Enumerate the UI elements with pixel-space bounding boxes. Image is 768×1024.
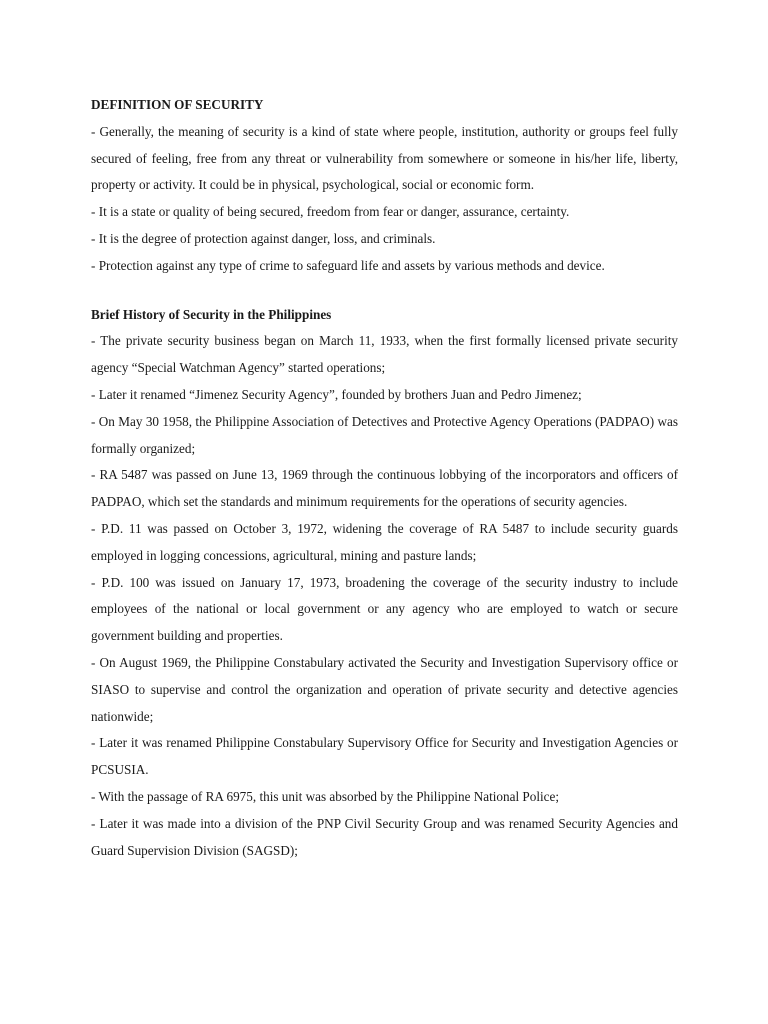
definition-paragraph: - Protection against any type of crime to safeguard life and assets by various methods and device.: [91, 257, 605, 273]
history-heading: Brief History of Security in the Philippines: [91, 306, 332, 322]
definition-heading: DEFINITION OF SECURITY: [91, 97, 264, 112]
definition-paragraph: - It is the degree of protection against danger, loss, and criminals.: [91, 230, 436, 246]
history-paragraph: - P.D. 11 was passed on October 3, 1972, widening the coverage of RA 5487 to include security guards employed in logging concessions, agricultural, mining and pasture lands;: [91, 520, 678, 563]
section-spacer: [91, 280, 678, 302]
document-body: [91, 92, 678, 864]
history-paragraph: - On August 1969, the Philippine Constabulary activated the Security and Investigation Supervisory office or SIASO to supervise and control the organization and operation of private security and detective agencies nationwide;: [91, 654, 678, 724]
history-paragraph: - Later it was renamed Philippine Constabulary Supervisory Office for Security and Investigation Agencies or PCSUSIA.: [91, 735, 678, 778]
history-paragraph: - Later it renamed “Jimenez Security Agency”, founded by brothers Juan and Pedro Jimenez;: [91, 386, 582, 402]
history-paragraph: - P.D. 100 was issued on January 17, 1973, broadening the coverage of the security industry to include employees of the national or local government or any agency who are employed to watch or secure government building and properties.: [91, 574, 678, 644]
definition-paragraph: - Generally, the meaning of security is a kind of state where people, institution, authority or groups feel fully secured of feeling, free from any threat or vulnerability from somewhere or someone in his/her life, liberty, property or activity. It could be in physical, psychological, social or economic form.: [91, 123, 678, 193]
history-paragraph: - The private security business began on March 11, 1933, when the first formally licensed private security agency “Special Watchman Agency” started operations;: [91, 333, 678, 376]
history-paragraph: - On May 30 1958, the Philippine Association of Detectives and Protective Agency Operations (PADPAO) was formally organized;: [91, 413, 678, 456]
history-paragraph: - With the passage of RA 6975, this unit was absorbed by the Philippine National Police;: [91, 788, 560, 804]
definition-paragraph: - It is a state or quality of being secured, freedom from fear or danger, assurance, certainty.: [91, 204, 570, 220]
history-paragraph: - RA 5487 was passed on June 13, 1969 through the continuous lobbying of the incorporators and officers of PADPAO, which set the standards and minimum requirements for the operations of security agencies.: [91, 467, 678, 510]
history-paragraph: - Later it was made into a division of the PNP Civil Security Group and was renamed Security Agencies and Guard Supervision Division (SAGSD);: [91, 815, 678, 858]
